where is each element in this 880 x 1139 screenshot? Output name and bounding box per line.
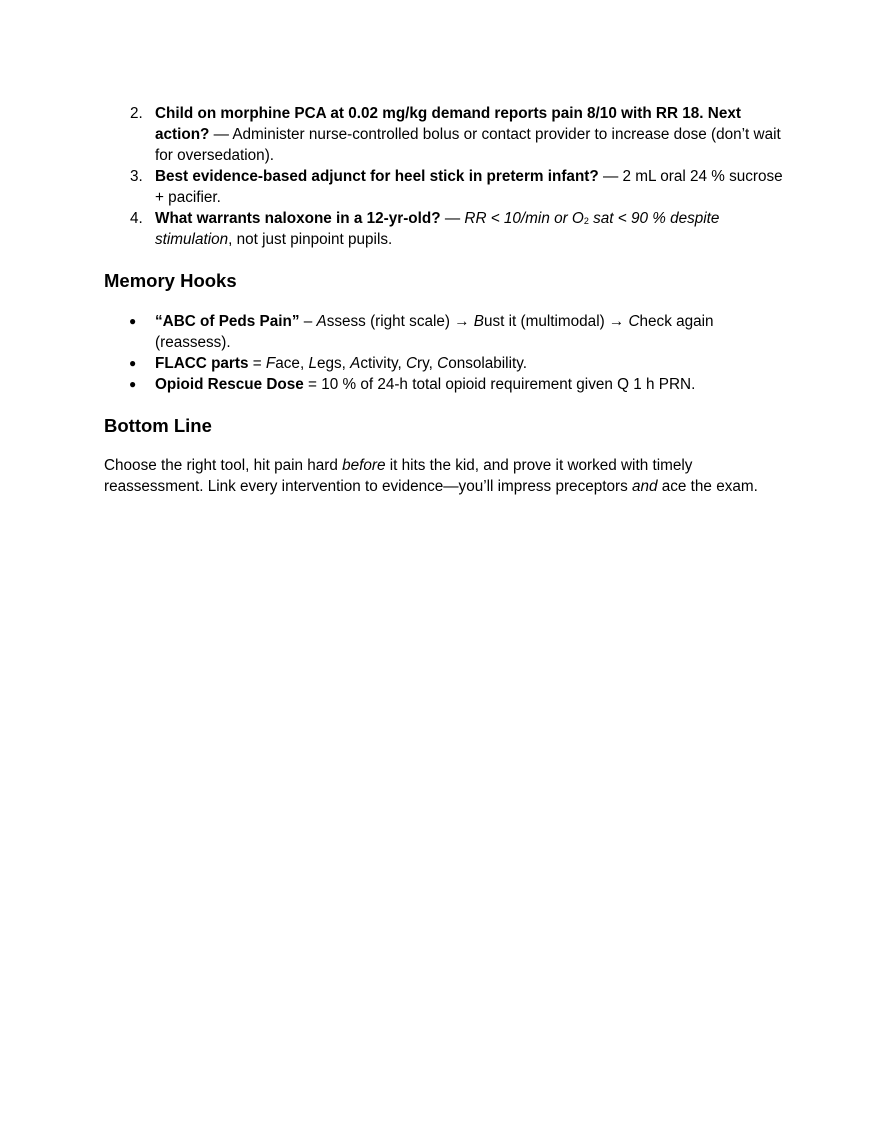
paragraph-text: it hits the kid, and prove it worked with timely reassessment. Link every intervention to evidence—you’ll impress preceptors <box>104 457 693 495</box>
subscript: 2 <box>583 216 589 226</box>
hook-text: ctivity, <box>360 355 406 372</box>
document-page <box>104 103 784 497</box>
separator: — <box>209 126 233 143</box>
hook-text: ry, <box>417 355 438 372</box>
hook-text: heck again (reassess). <box>155 313 714 351</box>
hook-text: = 10 % of 24-h total opioid requirement given Q 1 h PRN. <box>303 376 696 393</box>
list-item <box>104 311 784 353</box>
emphasis: and <box>631 478 658 495</box>
letter: A <box>316 313 327 330</box>
emphasis: before <box>342 457 386 474</box>
question-text: Best evidence-based adjunct for heel stick in preterm infant? <box>155 168 599 185</box>
bottom-line-heading: Bottom Line <box>104 415 212 436</box>
list-number: 3. <box>130 168 143 185</box>
answer-text: , not just pinpoint pupils. <box>228 231 393 248</box>
hook-title: FLACC parts <box>155 355 249 372</box>
list-number: 2. <box>130 105 143 122</box>
bottom-line-paragraph <box>104 455 784 497</box>
paragraph-text: ace the exam. <box>657 478 758 495</box>
question-list <box>104 103 784 250</box>
answer-italic: sat < 90 % despite stimulation <box>155 210 720 248</box>
letter: B <box>473 313 484 330</box>
bullet-icon: ● <box>129 377 137 391</box>
letter: C <box>405 355 418 372</box>
paragraph-text: Choose the right tool, hit pain hard <box>104 457 343 474</box>
memory-hooks-list <box>104 311 784 395</box>
bullet-icon: ● <box>129 356 137 370</box>
hook-text: ace, <box>275 355 309 372</box>
hook-text: onsolability. <box>448 355 527 372</box>
question-text: What warrants naloxone in a 12-yr-old? <box>155 210 441 227</box>
separator: — <box>598 168 623 185</box>
hook-text: ust it (multimodal) → <box>483 313 629 330</box>
answer-italic: RR < 10/min or O <box>464 210 584 227</box>
hook-title: Opioid Rescue Dose <box>155 376 304 393</box>
dash: – <box>299 313 317 330</box>
separator: — <box>440 210 465 227</box>
hook-text: egs, <box>316 355 351 372</box>
hook-text: ssess (right scale) → <box>326 313 474 330</box>
bullet-icon: ● <box>129 314 137 328</box>
list-item <box>104 208 784 250</box>
letter: C <box>628 313 640 330</box>
list-item <box>104 166 784 208</box>
letter: C <box>437 355 449 372</box>
letter: A <box>350 355 361 372</box>
letter: F <box>265 355 276 372</box>
list-number: 4. <box>130 210 143 227</box>
letter: L <box>308 355 317 372</box>
answer-text: Administer nurse-controlled bolus or contact provider to increase dose (don’t wait for oversedation). <box>155 126 781 164</box>
list-item <box>104 353 784 374</box>
equals: = <box>248 355 266 372</box>
hook-title: “ABC of Peds Pain” <box>155 313 300 330</box>
list-item <box>104 103 784 166</box>
list-item <box>104 374 784 395</box>
question-text: Child on morphine PCA at 0.02 mg/kg demand reports pain 8/10 with RR 18. Next action? <box>155 105 741 143</box>
answer-text: 2 mL oral 24 % sucrose + pacifier. <box>155 168 783 206</box>
memory-hooks-heading: Memory Hooks <box>104 270 237 291</box>
